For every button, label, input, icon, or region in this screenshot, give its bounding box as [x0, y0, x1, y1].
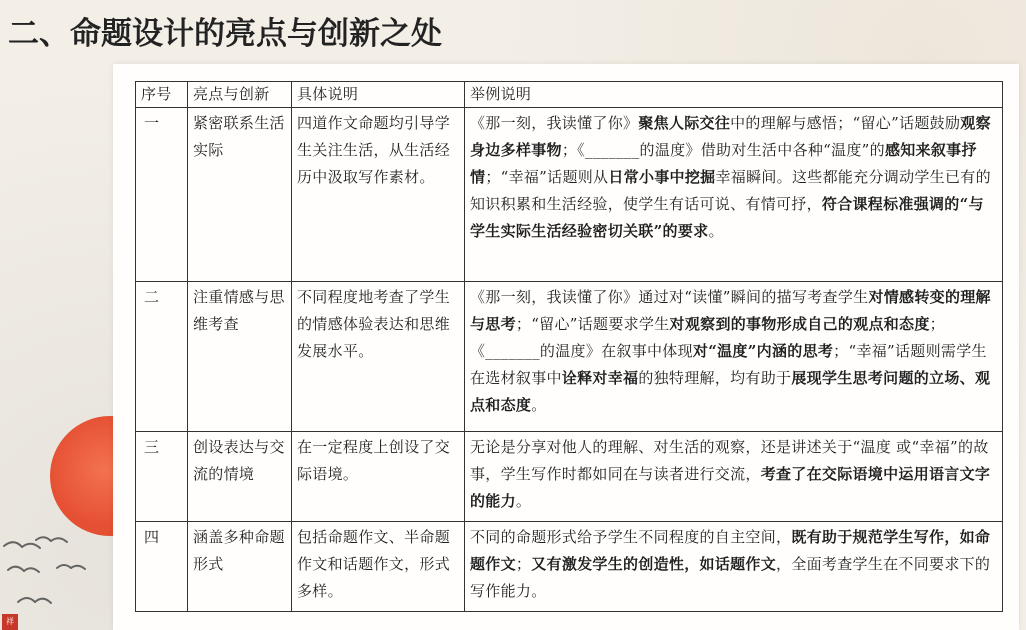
example-emphasis: 又有激发学生的创造性，如话题作文 [531, 555, 777, 573]
example-text: 。 [708, 222, 724, 240]
row-description: 四道作文命题均引导学生关注生活，从生活经历中汲取写作素材。 [292, 108, 465, 282]
example-text: 中的理解与感悟；“留心”话题鼓励 [730, 114, 961, 132]
highlights-table [135, 81, 1003, 612]
row-highlight: 创设表达与交流的情境 [188, 432, 292, 522]
header-highlight: 亮点与创新 [188, 82, 292, 108]
example-text: 不同的命题形式给予学生不同程度的自主空间， [470, 528, 792, 546]
example-emphasis: 聚焦人际交往 [638, 114, 731, 132]
example-text: ；《_______的温度》借助对生活中各种“温度”的 [561, 141, 885, 159]
row-example [465, 282, 1003, 432]
example-emphasis: 观察身边多样事物 [470, 114, 991, 159]
example-emphasis: 感知来叙事抒情 [470, 141, 977, 186]
row-highlight: 注重情感与思维考查 [188, 282, 292, 432]
example-emphasis: 既有助于规范学生写作，如命题作文 [470, 528, 991, 573]
row-seq: 三 [136, 432, 188, 522]
example-emphasis: 符合课程标准强调的“与学生实际生活经验密切关联”的要求 [470, 195, 984, 240]
example-text: ； [515, 555, 532, 573]
example-text: ；“留心”话题要求学生 [515, 315, 670, 333]
row-seq: 二 [136, 282, 188, 432]
table-row [136, 282, 1003, 432]
example-text: 幸福瞬间。这些都能充分调动学生已有的知识积累和生活经验，使学生有话可说、有情可抒， [470, 168, 991, 213]
example-text: ，全面考查学生在不同要求下的写作能力。 [470, 555, 991, 600]
example-text: ；“幸福”话题则需学生在选材叙事中 [470, 342, 987, 387]
row-description: 包括命题作文、半命题作文和话题作文，形式多样。 [292, 522, 465, 612]
row-seq: 一 [136, 108, 188, 282]
example-text: ；《_______的温度》在叙事中体现 [470, 315, 945, 360]
example-emphasis: 对“温度”内涵的思考 [692, 342, 834, 360]
header-seq: 序号 [136, 82, 188, 108]
header-example: 举例说明 [465, 82, 1003, 108]
row-description: 不同程度地考查了学生的情感体验表达和思维发展水平。 [292, 282, 465, 432]
table-row [136, 108, 1003, 282]
table-row [136, 432, 1003, 522]
example-text: 《那一刻，我读懂了你》 [470, 114, 639, 132]
example-text: 。 [531, 396, 547, 414]
row-example [465, 522, 1003, 612]
example-text: 《那一刻，我读懂了你》通过对“读懂”瞬间的描写考查学生 [470, 288, 869, 306]
example-emphasis: 对观察到的事物形成自己的观点和态度 [669, 315, 930, 333]
example-emphasis: 对情感转变的理解与思考 [470, 288, 991, 333]
row-description: 在一定程度上创设了交际语境。 [292, 432, 465, 522]
example-emphasis: 考查了在交际语境中运用语言文字的能力 [470, 465, 991, 510]
example-emphasis: 诠释对幸福 [561, 369, 639, 387]
example-text: 。 [515, 492, 532, 510]
header-description: 具体说明 [292, 82, 465, 108]
row-highlight: 涵盖多种命题形式 [188, 522, 292, 612]
table-header-row [136, 82, 1003, 108]
example-text: ；“幸福”话题则从 [485, 168, 609, 186]
row-seq: 四 [136, 522, 188, 612]
example-emphasis: 日常小事中挖掘 [608, 168, 716, 186]
example-text: 的独特理解，均有助于 [638, 369, 792, 387]
row-example [465, 432, 1003, 522]
table-row [136, 522, 1003, 612]
row-highlight: 紧密联系生活实际 [188, 108, 292, 282]
row-example [465, 108, 1003, 282]
ink-birds-decoration [0, 520, 120, 630]
content-panel [113, 64, 1019, 630]
page-title: 二、命题设计的亮点与创新之处 [8, 16, 442, 52]
example-text: 无论是分享对他人的理解、对生活的观察，还是讲述关于“温度 或“幸福”的故事，学生写作时都如同在与读者进行交流， [470, 438, 989, 483]
red-seal-stamp: 祥 [2, 614, 18, 630]
example-emphasis: 展现学生思考问题的立场、观点和态度 [470, 369, 991, 414]
